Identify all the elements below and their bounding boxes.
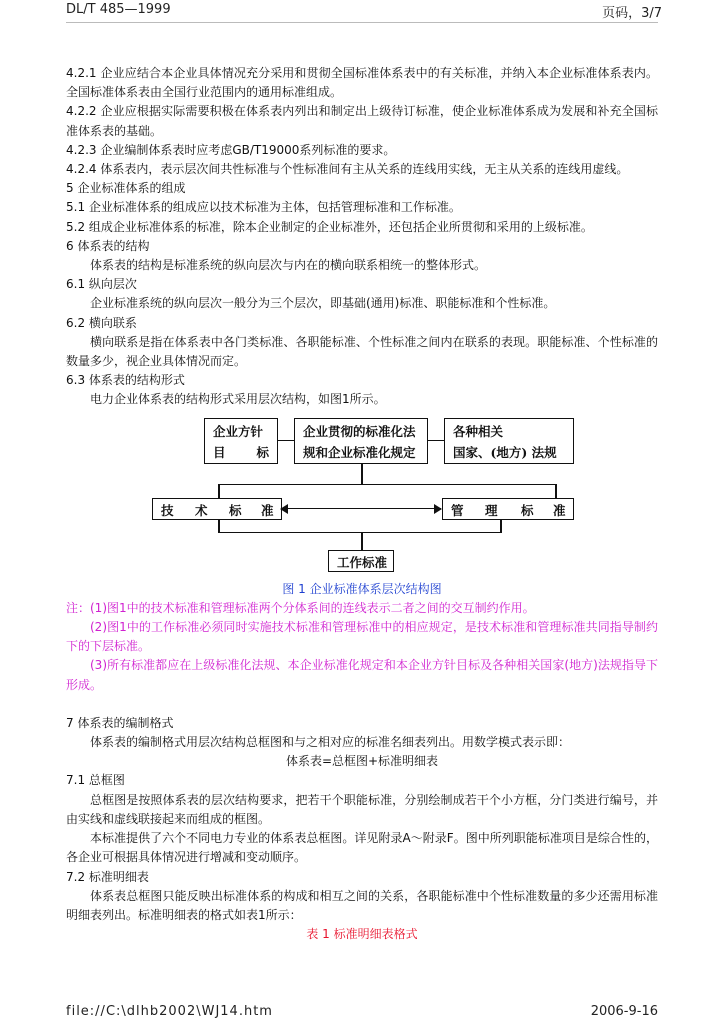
box-regulations-line2: 规和企业标准化规定 [303,444,416,460]
rise-right [500,520,502,532]
formula: 体系表=总框图+标准明细表 [285,754,439,769]
box-company-regulations [294,418,428,464]
arrow-right-icon [434,504,442,514]
section-6-1-text: 企业标准系统的纵向层次一般分为三个层次，即基础(通用)标准、职能标准和个性标准。 [90,296,556,311]
header-rule [66,22,658,23]
box-laws-line1: 各种相关 [453,423,504,439]
clause-4-2-3: 4.2.3 企业编制体系表时应考虑GB/T19000系列标准的要求。 [66,142,396,157]
box-work-standards [328,550,394,572]
note-2: (2)图1中的工作标准必须同时实施技术标准和管理标准中的相应规定，是技术标准和管理标准共同指导制约下的下层标准。 [66,620,658,654]
box-laws-line2: 国家、(地方) 法规 [453,444,557,460]
footer-date: 2006-9-16 [590,1004,658,1019]
section-7-heading: 7 体系表的编制格式 [66,715,174,730]
box-work-label: 工作标准 [337,554,388,570]
section-5-heading: 5 企业标准体系的组成 [66,181,186,196]
box-policy-objectives [204,418,278,464]
box-policy-line1: 企业方针 [213,423,264,439]
box-national-laws [444,418,574,464]
table-caption: 表 1 标准明细表格式 [306,927,418,942]
clause-4-2-4: 4.2.4 体系表内，表示层次间共性标准与个性标准间有主从关系的连线用实线，无主从关系的连线用虚线。 [66,162,629,177]
stem-bottom [361,532,363,550]
footer-file-path: file://C:\dlhb2002\WJ14.htm [66,1004,273,1019]
structure-diagram [66,416,658,576]
link-box2-box3 [428,440,444,442]
stem-top [361,464,363,484]
bottom-bus [218,532,502,534]
note-1: 注：(1)图1中的技术标准和管理标准两个分体系间的连线表示二者之间的交互制约作用。 [66,600,535,615]
spacer [66,695,658,714]
header-doc-code: DL/T 485—1999 [66,2,171,17]
section-7-1-text-b: 本标准提供了六个不同电力专业的体系表总框图。详见附录A～附录F。图中所列职能标准项目是综合性的，各企业可根据具体情况进行增减和变动顺序。 [66,831,658,865]
box-policy-line2-right: 标 [256,444,269,460]
tech-char-2: 术 [195,502,208,518]
link-tech-mgmt [283,508,441,510]
rise-left [218,520,220,532]
tech-char-3: 标 [229,502,242,518]
section-6-1-heading: 6.1 纵向层次 [66,277,137,292]
section-6-2-text: 横向联系是指在体系表中各门类标准、各职能标准、个性标准之间内在联系的表现。职能标准、个性标准的数量多少，视企业具体情况而定。 [66,334,658,369]
section-6-3-heading: 6.3 体系表的结构形式 [66,373,185,388]
drop-left [218,484,220,498]
section-7-2-heading: 7.2 标准明细表 [66,869,149,884]
link-box1-box2 [278,440,294,442]
section-6-text: 体系表的结构是标准系统的纵向层次与内在的横向联系相统一的整体形式。 [90,258,487,273]
tech-char-1: 技 [161,502,174,518]
horizontal-bus [218,484,556,486]
mgmt-char-2: 理 [485,502,498,518]
section-6-heading: 6 体系表的结构 [66,238,150,253]
header-page-number: 页码，3/7 [602,6,662,21]
section-6-2-heading: 6.2 横向联系 [66,315,137,330]
box-regulations-line1: 企业贯彻的标准化法 [303,423,416,439]
drop-right [555,484,557,498]
arrow-left-icon [280,504,288,514]
mgmt-char-1: 管 [451,502,464,518]
figure-caption: 图 1 企业标准体系层次结构图 [282,581,442,596]
box-policy-line2-left: 目 [213,444,226,460]
section-7-1-text-a: 总框图是按照体系表的层次结构要求，把若干个职能标准，分别绘制成若干个小方框，分门类进行编号，并由实线和虚线联接起来而组成的框图。 [66,792,658,826]
document-body [66,64,658,944]
mgmt-char-4: 准 [553,502,566,518]
section-7-1-heading: 7.1 总框图 [66,773,125,788]
clause-5-2: 5.2 组成企业标准体系的标准，除本企业制定的企业标准外，还包括企业所贯彻和采用的上级标准。 [66,219,593,234]
clause-4-2-2: 4.2.2 企业应根据实际需要积极在体系表内列出和制定出上级待订标准，使企业标准体系成为发展和补充全国标准体系表的基础。 [66,104,658,138]
section-7-2-text: 体系表总框图只能反映出标准体系的构成和相互之间的关系，各职能标准中个性标准数量的多少还需用标准明细表列出。标准明细表的格式如表1所示： [66,888,658,922]
box-technical-standards [152,498,282,520]
tech-char-4: 准 [261,502,274,518]
clause-5-1: 5.1 企业标准体系的组成应以技术标准为主体，包括管理标准和工作标准。 [66,200,461,215]
mgmt-char-3: 标 [521,502,534,518]
section-6-3-text: 电力企业体系表的结构形式采用层次结构，如图1所示。 [90,392,386,407]
box-management-standards [442,498,574,520]
clause-4-2-1: 4.2.1 企业应结合本企业具体情况充分采用和贯彻全国标准体系表中的有关标准，并纳入本企业标准体系表内。全国标准体系表由全国行业范围内的通用标准组成。 [66,66,658,100]
section-7-text: 体系表的编制格式用层次结构总框图和与之相对应的标准名细表列出。用数学模式表示即： [90,735,571,750]
note-3: (3)所有标准都应在上级标准化法规、本企业标准化规定和本企业方针目标及各种相关国家(地方)法规指导下形成。 [66,658,658,692]
